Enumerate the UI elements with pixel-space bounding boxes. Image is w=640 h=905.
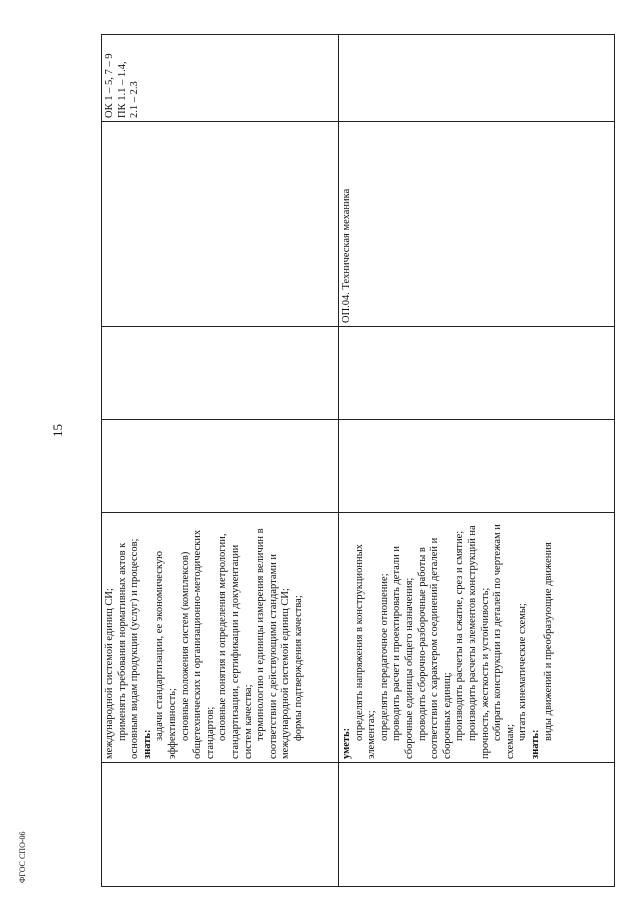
requirement-line: стандартизации, сертификации и документации — [229, 544, 241, 759]
requirement-line: элементах; — [366, 710, 378, 759]
requirement-line: терминологию и единицы измерения величин в — [255, 528, 267, 741]
requirement-line: задачи стандартизации, ее экономическую — [154, 551, 166, 741]
requirement-line: соответствии с действующими стандартами и — [267, 553, 279, 759]
row1-requirements-cell — [102, 513, 339, 763]
requirement-line: стандартов; — [204, 706, 216, 759]
requirement-line: производить расчеты элементов конструкций на — [466, 525, 478, 741]
row1-empty-cell-4 — [102, 327, 339, 420]
requirement-line: виды движений и преобразующие движения — [542, 542, 554, 741]
competency-table — [101, 34, 615, 887]
requirement-line: знать: — [141, 729, 153, 759]
requirement-line: формы подтверждения качества; — [292, 595, 304, 741]
page-number: 15 — [50, 424, 65, 437]
requirement-line: систем качества; — [242, 684, 254, 759]
requirement-line: основным видам продукции (услуг) и процессов; — [129, 538, 141, 759]
requirement-line: основные положения систем (комплексов) — [179, 551, 191, 741]
requirement-line: определять передаточное отношение; — [378, 573, 390, 741]
row2-empty-cell-1 — [339, 763, 615, 887]
requirement-line: читать кинематические схемы; — [517, 603, 529, 741]
row2-requirements-cell — [339, 513, 615, 763]
row2-requirements-text — [341, 516, 555, 759]
requirement-line: производить расчеты на сжатие, срез и смятие; — [454, 530, 466, 741]
requirement-line: собирать конструкции из деталей по чертежам и — [492, 524, 504, 741]
row2-empty-cell-3 — [339, 420, 615, 513]
row1-empty-cell-5 — [102, 122, 339, 327]
requirement-line: соответствии с характером соединений деталей и — [429, 537, 441, 759]
requirement-line: применять требования нормативных актов к — [116, 542, 128, 741]
requirement-line: эффективность; — [166, 688, 178, 759]
requirement-line: сборочных единиц; — [441, 672, 453, 759]
requirement-line: международной системой единиц СИ; — [280, 588, 292, 759]
requirement-line: проводить расчет и проектировать детали и — [391, 545, 403, 741]
row1-empty-cell-3 — [102, 420, 339, 513]
requirement-line: определять напряжения в конструкционных — [353, 544, 365, 741]
row1-competencies-cell: ОК 1 – 5, 7 – 9 ПК 1.1 – 1.4, 2.1 – 2.3 — [102, 35, 339, 122]
requirement-line: уметь: — [341, 727, 352, 759]
requirement-line: прочность, жесткость и устойчивость; — [479, 587, 491, 759]
row2-empty-cell-4 — [339, 327, 615, 420]
requirement-line: международной системой единиц СИ; — [104, 588, 115, 759]
row1-empty-cell-1 — [102, 763, 339, 887]
requirement-line: знать: — [529, 729, 541, 759]
document-footer: ФГОС СПО-06 — [18, 831, 27, 883]
requirement-line: сборочные единицы общего назначения; — [403, 577, 415, 759]
requirement-line: общетехнических и организационно-методических — [192, 529, 204, 759]
row1-requirements-text — [104, 516, 306, 759]
requirement-line: основные понятия и определения метрологии, — [217, 533, 229, 741]
row2-discipline-cell: ОП.04. Техническая механика — [339, 122, 615, 327]
table-row-1 — [102, 35, 339, 887]
table-row-2 — [339, 35, 615, 887]
row2-empty-cell-6 — [339, 35, 615, 122]
competency-table-sheet — [101, 35, 614, 887]
requirement-line: схемам; — [504, 724, 516, 759]
requirement-line: проводить сборочно-разборочные работы в — [416, 547, 428, 741]
